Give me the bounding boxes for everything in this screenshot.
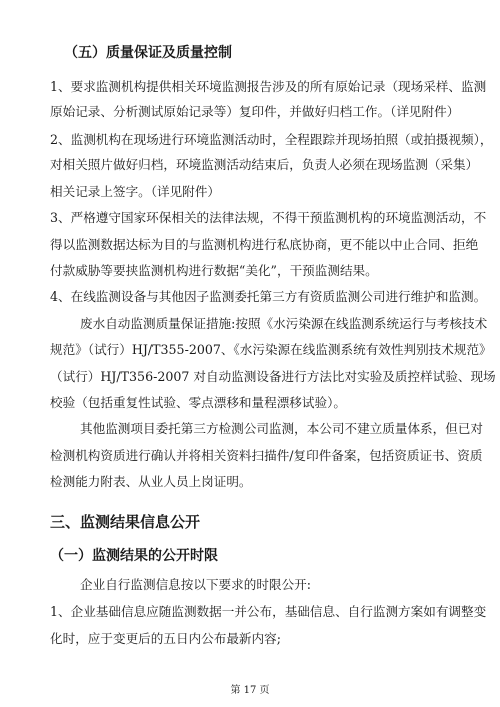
paragraph-line: 4、在线监测设备与其他因子监测委托第三方有资质监测公司进行维护和监测。 xyxy=(50,289,487,304)
paragraph-line: 付款威胁等要挟监测机构进行数据“美化”，干预监测结果。 xyxy=(50,263,378,278)
paragraph-line: 化时，应于变更后的五日内公布最新内容; xyxy=(50,631,281,646)
paragraph-line: 检测能力附表、从业人员上岗证明。 xyxy=(50,474,252,489)
paragraph-line: 原始记录、分析测试原始记录等）复印件，并做好归档工作。（详见附件） xyxy=(50,104,460,119)
section-heading-quality: （五）质量保证及质量控制 xyxy=(64,45,232,61)
paragraph-line: 废水自动监测质量保证措施:按照《水污染源在线监测系统运行与考核技术 xyxy=(80,316,488,331)
paragraph-line: 其他监测项目委托第三方检测公司监测，本公司不建立质量体系，但已对 xyxy=(80,421,483,436)
paragraph-line: 3、严格遵守国家环保相关的法律法规，不得干预监测机构的环境监测活动，不 xyxy=(50,210,487,225)
subsection-heading-time-limit: （一）监测结果的公开时限 xyxy=(50,548,218,564)
paragraph-line: 相关记录上签字。（详见附件） xyxy=(50,184,221,199)
section-heading-disclosure: 三、监测结果信息公开 xyxy=(50,513,201,531)
paragraph-line: 1、企业基础信息应随监测数据一并公布，基础信息、自行监测方案如有调整变 xyxy=(50,604,487,619)
paragraph-line: 2、监测机构在现场进行环境监测活动时，全程跟踪并现场拍照（或拍摄视频）， xyxy=(50,132,493,147)
paragraph-line: 规范》（试行）HJ/T355-2007、《水污染源在线监测系统有效性判别技术规范》 xyxy=(50,342,492,357)
paragraph-line: （试行）HJ/T356-2007 对自动监测设备进行方法比对实验及质控样试验、现场 xyxy=(50,369,496,384)
paragraph-line: 校验（包括重复性试验、零点漂移和量程漂移试验）。 xyxy=(50,395,346,410)
paragraph-line: 检测机构资质进行确认并将相关资料扫描件/复印件备案，包括资质证书、资质 xyxy=(50,448,483,463)
paragraph-line: 得以监测数据达标为目的与监测机构进行私底协商，更不能以中止合同、拒绝 xyxy=(50,237,479,252)
paragraph-line: 企业自行监测信息按以下要求的时限公开: xyxy=(80,577,311,592)
page-number: 第 17 页 xyxy=(230,685,270,696)
paragraph-line: 1、要求监测机构提供相关环境监测报告涉及的所有原始记录（现场采样、监测 xyxy=(50,79,487,94)
paragraph-line: 对相关照片做好归档，环境监测活动结束后，负责人必须在现场监测（采集） xyxy=(50,157,479,172)
